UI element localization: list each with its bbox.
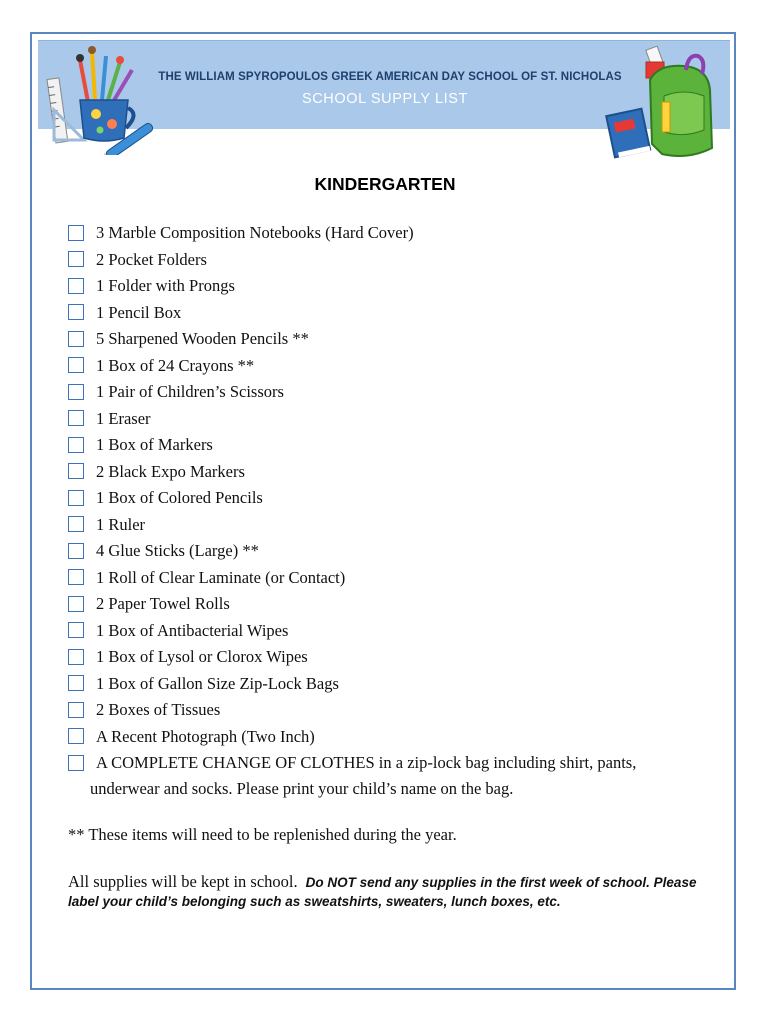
- checkbox[interactable]: [68, 702, 84, 718]
- item-label: A Recent Photograph (Two Inch): [96, 726, 315, 746]
- checkbox[interactable]: [68, 728, 84, 744]
- list-item: [66, 220, 706, 247]
- checkbox-change-of-clothes[interactable]: [68, 755, 84, 771]
- checkbox[interactable]: [68, 622, 84, 638]
- checkbox[interactable]: [68, 304, 84, 320]
- list-item: [66, 459, 706, 486]
- checkbox[interactable]: [68, 543, 84, 559]
- list-item: [66, 538, 706, 565]
- list-item: [66, 406, 706, 433]
- checkbox[interactable]: [68, 437, 84, 453]
- list-item: [66, 565, 706, 592]
- list-item: [66, 697, 706, 724]
- item-label: 1 Eraser: [96, 408, 151, 428]
- item-label: 3 Marble Composition Notebooks (Hard Cover): [96, 223, 414, 242]
- item-label: 2 Black Expo Markers: [96, 461, 245, 481]
- list-item: [66, 618, 706, 645]
- item-label: 1 Pencil Box: [96, 302, 182, 322]
- grade-heading: KINDERGARTEN: [314, 174, 456, 194]
- change-of-clothes-line1: A COMPLETE CHANGE OF CLOTHES in a zip-lock bag including shirt, pants,: [96, 753, 637, 772]
- checkbox[interactable]: [68, 384, 84, 400]
- item-label: 1 Ruler: [96, 514, 146, 534]
- list-item: [66, 379, 706, 406]
- checkbox[interactable]: [68, 596, 84, 612]
- list-item: [66, 300, 706, 327]
- checkbox[interactable]: [68, 225, 84, 241]
- checkbox[interactable]: [68, 410, 84, 426]
- school-name: THE WILLIAM SPYROPOULOS GREEK AMERICAN DAY SCHOOL OF ST. NICHOLAS: [158, 71, 622, 83]
- item-label: 5 Sharpened Wooden Pencils **: [96, 329, 309, 348]
- list-item: [66, 273, 706, 300]
- checkbox[interactable]: [68, 569, 84, 585]
- list-item: [66, 644, 706, 671]
- list-title: SCHOOL SUPPLY LIST: [301, 91, 469, 107]
- list-item: [66, 353, 706, 380]
- pencil-cup-icon: [40, 40, 160, 155]
- list-item: [66, 671, 706, 698]
- item-label: 1 Box of Markers: [96, 435, 213, 454]
- checkbox[interactable]: [68, 463, 84, 479]
- item-label: 4 Glue Sticks (Large) **: [96, 541, 259, 560]
- item-label: 1 Box of Antibacterial Wipes: [96, 620, 289, 640]
- supplies-note: [68, 872, 708, 911]
- replenish-footnote: ** These items will need to be replenished during the year.: [68, 825, 457, 844]
- checkbox[interactable]: [68, 251, 84, 267]
- item-label: 1 Roll of Clear Laminate (or Contact): [96, 567, 346, 587]
- note-intro: All supplies will be kept in school.: [68, 872, 298, 891]
- checkbox[interactable]: [68, 357, 84, 373]
- checkbox[interactable]: [68, 675, 84, 691]
- note-emphasis: Do NOT send any supplies in the first week of school. Please label your child’s belonging such as sweatshirts, sweaters, lunch boxes, etc.: [68, 875, 697, 909]
- item-label: 2 Boxes of Tissues: [96, 700, 221, 719]
- item-label: 1 Folder with Prongs: [96, 276, 235, 295]
- item-label: 2 Pocket Folders: [96, 249, 207, 269]
- item-label: 1 Pair of Children’s Scissors: [96, 382, 284, 401]
- list-item: [66, 326, 706, 353]
- supply-checklist: [66, 220, 706, 750]
- list-item: [66, 591, 706, 618]
- change-of-clothes-line2: underwear and socks. Please print your child’s name on the bag.: [90, 779, 514, 798]
- checkbox[interactable]: [68, 516, 84, 532]
- list-item: [66, 247, 706, 274]
- checkbox[interactable]: [68, 331, 84, 347]
- item-label: 1 Box of Colored Pencils: [96, 488, 263, 507]
- item-label: 2 Paper Towel Rolls: [96, 594, 230, 613]
- checkbox[interactable]: [68, 490, 84, 506]
- item-label: 1 Box of Lysol or Clorox Wipes: [96, 647, 308, 666]
- list-item: [66, 512, 706, 539]
- list-item: [66, 432, 706, 459]
- item-label: 1 Box of Gallon Size Zip-Lock Bags: [96, 673, 339, 693]
- checkbox[interactable]: [68, 649, 84, 665]
- checkbox[interactable]: [68, 278, 84, 294]
- item-label: 1 Box of 24 Crayons **: [96, 355, 255, 375]
- list-item: [66, 485, 706, 512]
- list-item: [66, 724, 706, 751]
